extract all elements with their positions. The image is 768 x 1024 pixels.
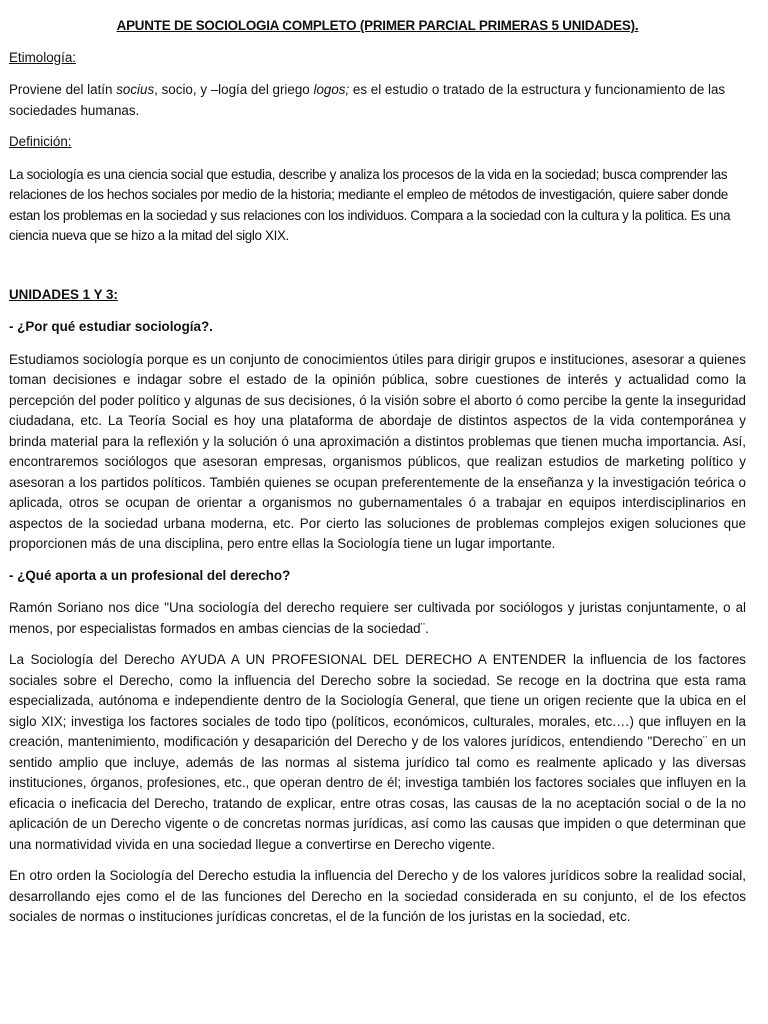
etimologia-logos: logos; (313, 82, 350, 97)
etimologia-text-1: Proviene del latín (9, 82, 117, 97)
final-paragraph: En otro orden la Sociología del Derecho estudia la influencia del Derecho y de los valores jurídicos sobre la realidad social, desarrollando ejes como el de las funciones del Derecho en la sociedad considerada en su conjunto, el de los efectos sociales de normas o instituciones jurídicas concretas, el de la función de los juristas en la sociedad, etc. (9, 868, 746, 924)
definicion-label: Definición: (9, 134, 72, 149)
question-why-study: - ¿Por qué estudiar sociología?. (9, 319, 213, 334)
definicion-paragraph: La sociología es una ciencia social que estudia, describe y analiza los procesos de la vida en la sociedad; busca comprender las relaciones de los hechos sociales por medio de la historia; mediante el empleo de métodos de investigación, quiere saber donde estan los problemas en la sociedad y sus relaciones con los individuos. Compara a la sociedad con la cultura y la politica. Es una ciencia nueva que se hizo a la mitad del siglo XIX. (9, 166, 731, 243)
question-contribution: - ¿Qué aporta a un profesional del derecho? (9, 567, 291, 583)
etimologia-text-2: , socio, y –logía del griego (154, 82, 314, 97)
document-title: APUNTE DE SOCIOLOGIA COMPLETO (PRIMER PARCIAL PRIMERAS 5 UNIDADES). (116, 18, 639, 33)
etimologia-label: Etimología: (9, 49, 76, 65)
contribution-paragraph: La Sociología del Derecho AYUDA A UN PROFESIONAL DEL DERECHO A ENTENDER la influencia de los factores sociales sobre el Derecho, como la influencia del Derecho sobre la sociedad. Se recoge en la doctrina que esta rama especializada, autónoma e independiente dentro de la Sociología General, que tiene un origen reciente que la ubica en el siglo XIX; investiga los factores sociales de todo tipo (políticos, económicos, culturales, morales, etc.…) que influyen en la creación, mantenimiento, modificación y desaparición del Derecho y de los valores jurídicos, entendiendo "Derecho¨ en un sentido amplio que incluye, además de las normas al sistema jurídico tal como es realmente aplicado y las diversas instituciones, órganos, profesiones, etc., que operan dentro de él; investiga también los factores sociales que influyen en la eficacia o ineficacia del Derecho, tratando de explicar, entre otras cosas, las causas de la no aceptación social o de la no aplicación de un Derecho vigente o de concretas normas jurídicas, así como las causas que impiden o que determinan que una normatividad vivida en una sociedad llegue a convertirse en Derecho vigente. (9, 652, 746, 852)
etimologia-paragraph (9, 80, 746, 121)
unidades-heading: UNIDADES 1 Y 3: (9, 286, 118, 302)
soriano-quote-paragraph: Ramón Soriano nos dice "Una sociología del derecho requiere ser cultivada por sociólogos y juristas conjuntamente, o al menos, por especialistas formados en ambas ciencias de la sociedad¨. (9, 600, 746, 636)
why-study-paragraph: Estudiamos sociología porque es un conjunto de conocimientos útiles para dirigir grupos e instituciones, asesorar a quienes toman decisiones e indagar sobre el estado de la opinión pública, sobre cuestiones de interés y actualidad como la percepción del poder político y algunas de sus decisiones, ó la visión sobre el aborto ó como percibe la gente la inseguridad ciudadana, etc. La Teoría Social es hoy una plataforma de abordaje de distintos aspectos de la vida contemporánea y brinda material para la reflexión y la solución ó una aproximación a distintos problemas que tienen mucha importancia. Así, encontraremos sociólogos que asesoran empresas, organismos públicos, que realizan estudios de marketing político y asesoran a los partidos políticos. También quienes se ocupan preferentemente de la enseñanza y la investigación teórica o aplicada, otros se ocupan de orientar a organismos no gubernamentales ó a trabajar en equipos interdisciplinarios en aspectos de la sociedad urbana moderna, etc. Por cierto las soluciones de problemas complejos exigen soluciones que proporcionen más de una disciplina, pero entre ellas la Sociología tiene un lugar importante. (9, 351, 746, 551)
etimologia-text-3: es el estudio o tratado de la estructura y funcionamiento de las sociedades humanas. (9, 82, 726, 118)
etimologia-socius: socius (116, 82, 155, 97)
